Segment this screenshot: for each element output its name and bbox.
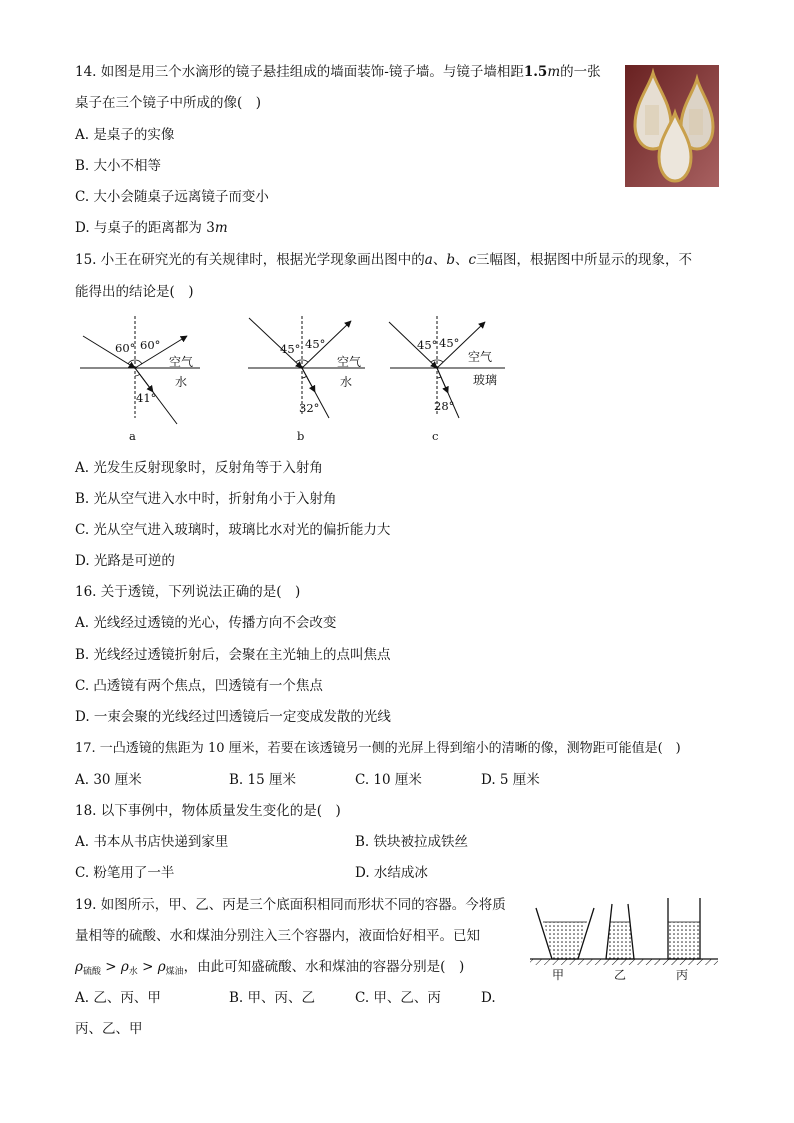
q18-option-b: B. 铁块被拉成铁丝 (355, 834, 469, 850)
q19-option-c: C. 甲、乙、丙 (355, 990, 441, 1006)
figure-c (389, 316, 505, 443)
q15-option-c: C. 光从空气进入玻璃时，玻璃比水对光的偏折能力大 (75, 522, 391, 538)
q18-option-a: A. 书本从书店快递到家里 (75, 834, 229, 850)
optics-figures (75, 316, 515, 446)
q15-option-a: A. 光发生反射现象时，反射角等于入射角 (75, 460, 323, 476)
container-jia (536, 908, 594, 959)
q14-stem-post: 的一张 (560, 64, 601, 80)
rho-sub-2: 水 (128, 967, 138, 977)
container-label-yi: 乙 (614, 968, 627, 982)
q19-stem-post: ，由此可知盛硫酸、水和煤油的容器分别是( ) (183, 959, 465, 975)
q14-option-d-unit: m (214, 220, 228, 236)
q15-stem-pre: 15. 小王在研究光的有关规律时，根据光学现象画出图中的 (75, 252, 425, 268)
q16-option-d: D. 一束会聚的光线经过凹透镜后一定变成发散的光线 (75, 709, 391, 725)
mirror-wall-photo (625, 65, 719, 187)
rho-1: ρ (75, 959, 83, 975)
q19-option-d: D. (481, 990, 496, 1006)
fig-a-bottom-medium: 水 (175, 375, 188, 389)
q18-stem: 18. 以下事例中，物体质量发生变化的是( ) (75, 803, 341, 819)
container-label-jia: 甲 (552, 968, 565, 982)
fig-c-label: c (432, 429, 439, 443)
gt-1: > (100, 959, 121, 975)
fig-a-refract-angle: 41° (136, 391, 157, 405)
q14-unit: m (547, 64, 561, 80)
q15-sep-1: 、 (432, 252, 447, 268)
container-bing (668, 898, 700, 959)
q19-stem-line3 (75, 958, 464, 981)
q14-option-c: C. 大小会随桌子远离镜子而变小 (75, 189, 269, 205)
fig-c-refract-angle: 28° (434, 399, 455, 413)
container-label-bing: 丙 (676, 968, 689, 982)
gt-2: > (137, 959, 158, 975)
q15-option-d: D. 光路是可逆的 (75, 553, 175, 569)
fig-b-bottom-medium: 水 (340, 375, 353, 389)
fig-c-reflect-angle: 45° (439, 336, 460, 350)
q18-option-c: C. 粉笔用了一半 (75, 865, 175, 881)
fig-b-incident-angle: 45° (280, 342, 301, 356)
fig-b-label: b (297, 429, 305, 443)
containers-figure (528, 896, 720, 984)
q15-sep-2: 、 (454, 252, 469, 268)
q15-option-b: B. 光从空气进入水中时，折射角小于入射角 (75, 491, 337, 507)
q16-option-b: B. 光线经过透镜折射后，会聚在主光轴上的点叫焦点 (75, 647, 391, 663)
q15-label-b: b (446, 252, 455, 268)
q19-option-b: B. 甲、丙、乙 (229, 990, 316, 1006)
rho-3: ρ (157, 959, 166, 975)
rho-2: ρ (120, 959, 129, 975)
fig-b-refract-angle: 32° (299, 401, 320, 415)
q17-option-b: B. 15 厘米 (229, 772, 296, 788)
q14-option-d (75, 219, 228, 237)
figure-b (248, 316, 365, 443)
rho-sub-3: 煤油 (165, 967, 184, 977)
figure-a (80, 316, 200, 443)
q15-label-c: c (468, 252, 477, 268)
q19-stem-line2: 量相等的硫酸、水和煤油分别注入三个容器内，液面恰好相平。已知 (75, 928, 480, 944)
q15-label-a: a (424, 252, 433, 268)
fig-a-incident-angle: 60° (115, 341, 136, 355)
q17-option-a: A. 30 厘米 (75, 772, 142, 788)
q19-option-a: A. 乙、丙、甲 (75, 990, 161, 1006)
q17-stem: 17. 一凸透镜的焦距为 10 厘米，若要在该透镜另一侧的光屏上得到缩小的清晰的像，测物距可能值是( ) (75, 741, 681, 756)
fig-a-label: a (129, 429, 136, 443)
fig-a-reflect-angle: 60° (140, 338, 161, 352)
q16-stem: 16. 关于透镜，下列说法正确的是( ) (75, 584, 301, 600)
container-yi (606, 904, 634, 959)
q19-stem-line1: 19. 如图所示，甲、乙、丙是三个底面积相同而形状不同的容器。今将质 (75, 897, 506, 913)
q17-option-d: D. 5 厘米 (481, 772, 540, 788)
q14-stem-line1 (75, 63, 601, 81)
fig-c-incident-angle: 45° (417, 338, 438, 352)
q15-stem-post: 三幅图，根据图中所显示的现象，不 (476, 252, 693, 268)
q14-stem-pre: 14. 如图是用三个水滴形的镜子悬挂组成的墙面装饰-镜子墙。与镜子墙相距 (75, 64, 524, 80)
q14-stem-line2: 桌子在三个镜子中所成的像( ) (75, 95, 262, 111)
q16-option-c: C. 凸透镜有两个焦点，凹透镜有一个焦点 (75, 678, 323, 694)
q17-option-c: C. 10 厘米 (355, 772, 422, 788)
fig-b-top-medium: 空气 (337, 355, 362, 369)
q19-option-d-cont: 丙、乙、甲 (75, 1021, 143, 1037)
q18-option-d: D. 水结成冰 (355, 865, 428, 881)
q16-option-a: A. 光线经过透镜的光心，传播方向不会改变 (75, 615, 337, 631)
fig-b-reflect-angle: 45° (305, 337, 326, 351)
q15-stem-line2: 能得出的结论是( ) (75, 284, 194, 300)
q14-option-d-text: D. 与桌子的距离都为 3 (75, 220, 215, 236)
q14-option-b: B. 大小不相等 (75, 158, 162, 174)
rho-sub-1: 硫酸 (82, 967, 101, 977)
fig-c-bottom-medium: 玻璃 (473, 373, 498, 387)
q14-option-a: A. 是桌子的实像 (75, 127, 175, 143)
fig-a-top-medium: 空气 (169, 355, 194, 369)
fig-c-top-medium: 空气 (468, 350, 493, 364)
q14-distance: 1.5 (523, 64, 548, 80)
q15-stem-line1 (75, 251, 692, 269)
